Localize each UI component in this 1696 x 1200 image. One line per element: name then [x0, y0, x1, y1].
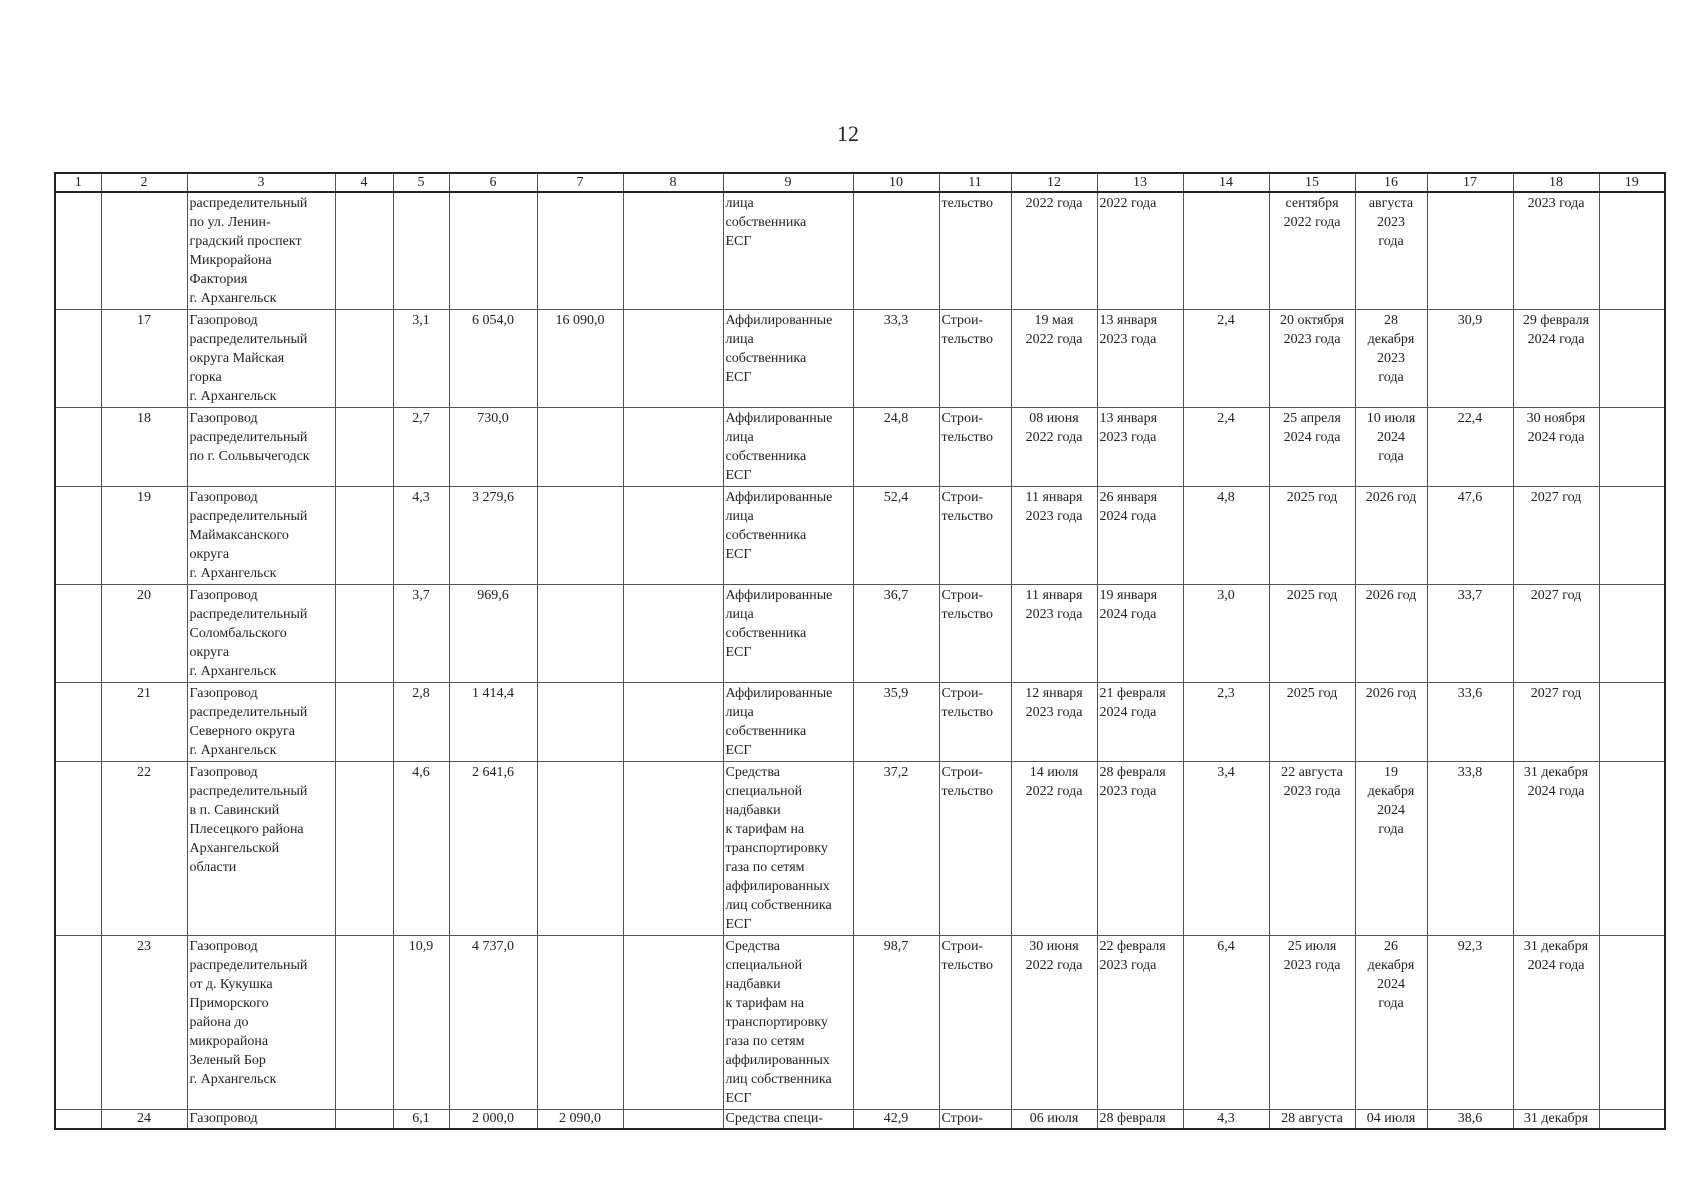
date-cell: 19 мая 2022 года: [1011, 310, 1097, 408]
value-cell: 6 054,0: [449, 310, 537, 408]
date-cell: 14 июля 2022 года: [1011, 762, 1097, 936]
work-type-cell: Строи- тельство: [939, 310, 1011, 408]
column-header: 1: [55, 173, 101, 192]
table-cell: [55, 936, 101, 1110]
column-header: 2: [101, 173, 187, 192]
table-row: [55, 683, 1665, 762]
object-name-cell: Газопровод распределительный Маймаксанского округа г. Архангельск: [187, 487, 335, 585]
column-header: 7: [537, 173, 623, 192]
value-cell: 33,8: [1427, 762, 1513, 936]
date-cell: 26 декабря 2024 года: [1355, 936, 1427, 1110]
value-cell: 16 090,0: [537, 310, 623, 408]
length-cell: 4,3: [393, 487, 449, 585]
value-cell: 22,4: [1427, 408, 1513, 487]
table-cell: [623, 683, 723, 762]
column-header: 11: [939, 173, 1011, 192]
row-number-cell: 23: [101, 936, 187, 1110]
column-header: 14: [1183, 173, 1269, 192]
column-header: 9: [723, 173, 853, 192]
column-header: 6: [449, 173, 537, 192]
date-cell: 25 июля 2023 года: [1269, 936, 1355, 1110]
table-row: [55, 408, 1665, 487]
table-row: [55, 585, 1665, 683]
table-row: [55, 192, 1665, 310]
row-number-cell: 20: [101, 585, 187, 683]
object-name-cell: Газопровод: [187, 1110, 335, 1130]
table-row: [55, 310, 1665, 408]
column-header: 5: [393, 173, 449, 192]
column-number-header: [55, 173, 1665, 192]
date-cell: сентября 2022 года: [1269, 192, 1355, 310]
table-cell: [55, 585, 101, 683]
date-cell: 30 июня 2022 года: [1011, 936, 1097, 1110]
object-name-cell: Газопровод распределительный округа Майская горка г. Архангельск: [187, 310, 335, 408]
value-cell: [853, 192, 939, 310]
value-cell: 33,3: [853, 310, 939, 408]
table-cell: [623, 936, 723, 1110]
table-cell: [55, 192, 101, 310]
date-cell: 11 января 2023 года: [1011, 585, 1097, 683]
row-number-cell: 24: [101, 1110, 187, 1130]
work-type-cell: Строи- тельство: [939, 683, 1011, 762]
table-cell: [1599, 310, 1665, 408]
row-number-cell: 21: [101, 683, 187, 762]
table-cell: [1599, 585, 1665, 683]
table-cell: [1599, 762, 1665, 936]
column-header: 8: [623, 173, 723, 192]
value-cell: 52,4: [853, 487, 939, 585]
value-cell: 30,9: [1427, 310, 1513, 408]
table-cell: [55, 683, 101, 762]
table-cell: [623, 762, 723, 936]
funding-source-cell: Аффилированные лица собственника ЕСГ: [723, 487, 853, 585]
table-cell: [623, 585, 723, 683]
value-cell: 969,6: [449, 585, 537, 683]
date-cell: 2022 года: [1097, 192, 1183, 310]
table-cell: [55, 1110, 101, 1130]
table-cell: [1599, 936, 1665, 1110]
object-name-cell: Газопровод распределительный по г. Сольвычегодск: [187, 408, 335, 487]
object-name-cell: Газопровод распределительный Северного округа г. Архангельск: [187, 683, 335, 762]
date-cell: 22 августа 2023 года: [1269, 762, 1355, 936]
column-header: 17: [1427, 173, 1513, 192]
value-cell: 2 641,6: [449, 762, 537, 936]
column-header: 18: [1513, 173, 1599, 192]
value-cell: 98,7: [853, 936, 939, 1110]
date-cell: 25 апреля 2024 года: [1269, 408, 1355, 487]
value-cell: [1183, 192, 1269, 310]
date-cell: августа 2023 года: [1355, 192, 1427, 310]
table-row: [55, 1110, 1665, 1130]
page-number: 12: [837, 121, 859, 146]
table-cell: [335, 192, 393, 310]
date-cell: 28 февраля: [1097, 1110, 1183, 1130]
date-cell: 21 февраля 2024 года: [1097, 683, 1183, 762]
value-cell: [537, 762, 623, 936]
value-cell: 24,8: [853, 408, 939, 487]
value-cell: 33,6: [1427, 683, 1513, 762]
value-cell: [537, 408, 623, 487]
length-cell: 2,8: [393, 683, 449, 762]
table-cell: [335, 310, 393, 408]
date-cell: 19 декабря 2024 года: [1355, 762, 1427, 936]
table-cell: [335, 683, 393, 762]
date-cell: 2022 года: [1011, 192, 1097, 310]
work-type-cell: Строи-: [939, 1110, 1011, 1130]
date-cell: 28 февраля 2023 года: [1097, 762, 1183, 936]
length-cell: 3,7: [393, 585, 449, 683]
table-cell: [55, 487, 101, 585]
length-cell: [393, 192, 449, 310]
value-cell: 1 414,4: [449, 683, 537, 762]
value-cell: 4,8: [1183, 487, 1269, 585]
funding-source-cell: Аффилированные лица собственника ЕСГ: [723, 408, 853, 487]
value-cell: 92,3: [1427, 936, 1513, 1110]
table-cell: [55, 310, 101, 408]
funding-source-cell: Средства специальной надбавки к тарифам на транспортировку газа по сетям аффилированных лиц собственника ЕСГ: [723, 936, 853, 1110]
column-header: 12: [1011, 173, 1097, 192]
funding-source-cell: Средства специальной надбавки к тарифам на транспортировку газа по сетям аффилированных лиц собственника ЕСГ: [723, 762, 853, 936]
value-cell: 37,2: [853, 762, 939, 936]
work-type-cell: Строи- тельство: [939, 408, 1011, 487]
date-cell: 2026 год: [1355, 585, 1427, 683]
funding-source-cell: Средства специ-: [723, 1110, 853, 1130]
work-type-cell: Строи- тельство: [939, 762, 1011, 936]
date-cell: 28 декабря 2023 года: [1355, 310, 1427, 408]
value-cell: [449, 192, 537, 310]
table-cell: [55, 408, 101, 487]
date-cell: 04 июля: [1355, 1110, 1427, 1130]
work-type-cell: Строи- тельство: [939, 936, 1011, 1110]
table-row: [55, 936, 1665, 1110]
table-cell: [1599, 487, 1665, 585]
row-number-cell: 18: [101, 408, 187, 487]
column-header: 16: [1355, 173, 1427, 192]
value-cell: 4,3: [1183, 1110, 1269, 1130]
date-cell: 08 июня 2022 года: [1011, 408, 1097, 487]
length-cell: 3,1: [393, 310, 449, 408]
value-cell: 2,3: [1183, 683, 1269, 762]
table-cell: [623, 408, 723, 487]
length-cell: 4,6: [393, 762, 449, 936]
column-header: 4: [335, 173, 393, 192]
column-header: 15: [1269, 173, 1355, 192]
value-cell: [537, 683, 623, 762]
date-cell: 2027 год: [1513, 683, 1599, 762]
object-name-cell: распределительный по ул. Ленин- градский проспект Микрорайона Фактория г. Архангельск: [187, 192, 335, 310]
table-cell: [335, 487, 393, 585]
table-cell: [623, 310, 723, 408]
table-cell: [335, 762, 393, 936]
table-cell: [1599, 192, 1665, 310]
funding-source-cell: Аффилированные лица собственника ЕСГ: [723, 683, 853, 762]
work-type-cell: тельство: [939, 192, 1011, 310]
column-header: 3: [187, 173, 335, 192]
date-cell: 2023 года: [1513, 192, 1599, 310]
date-cell: 06 июля: [1011, 1110, 1097, 1130]
date-cell: 2025 год: [1269, 585, 1355, 683]
row-number-cell: 19: [101, 487, 187, 585]
column-header: 13: [1097, 173, 1183, 192]
length-cell: 10,9: [393, 936, 449, 1110]
date-cell: 2027 год: [1513, 585, 1599, 683]
value-cell: [537, 936, 623, 1110]
date-cell: 19 января 2024 года: [1097, 585, 1183, 683]
date-cell: 31 декабря 2024 года: [1513, 762, 1599, 936]
object-name-cell: Газопровод распределительный от д. Кукушка Приморского района до микрорайона Зеленый Бор г. Архангельск: [187, 936, 335, 1110]
value-cell: 3,0: [1183, 585, 1269, 683]
value-cell: 2,4: [1183, 310, 1269, 408]
date-cell: 10 июля 2024 года: [1355, 408, 1427, 487]
table-cell: [1599, 1110, 1665, 1130]
date-cell: 28 августа: [1269, 1110, 1355, 1130]
date-cell: 2026 год: [1355, 487, 1427, 585]
funding-source-cell: Аффилированные лица собственника ЕСГ: [723, 585, 853, 683]
funding-source-cell: лица собственника ЕСГ: [723, 192, 853, 310]
date-cell: 29 февраля 2024 года: [1513, 310, 1599, 408]
length-cell: 6,1: [393, 1110, 449, 1130]
value-cell: 33,7: [1427, 585, 1513, 683]
value-cell: 47,6: [1427, 487, 1513, 585]
object-name-cell: Газопровод распределительный в п. Савинский Плесецкого района Архангельской области: [187, 762, 335, 936]
value-cell: [537, 487, 623, 585]
header-row: [55, 173, 1665, 192]
value-cell: 35,9: [853, 683, 939, 762]
value-cell: 36,7: [853, 585, 939, 683]
table-cell: [335, 585, 393, 683]
object-name-cell: Газопровод распределительный Соломбальского округа г. Архангельск: [187, 585, 335, 683]
value-cell: 2 000,0: [449, 1110, 537, 1130]
date-cell: 31 декабря 2024 года: [1513, 936, 1599, 1110]
date-cell: 2025 год: [1269, 683, 1355, 762]
length-cell: 2,7: [393, 408, 449, 487]
value-cell: 3,4: [1183, 762, 1269, 936]
date-cell: 31 декабря: [1513, 1110, 1599, 1130]
date-cell: 2025 год: [1269, 487, 1355, 585]
row-number-cell: 22: [101, 762, 187, 936]
date-cell: 26 января 2024 года: [1097, 487, 1183, 585]
value-cell: [537, 192, 623, 310]
table-cell: [55, 762, 101, 936]
date-cell: 2026 год: [1355, 683, 1427, 762]
value-cell: 4 737,0: [449, 936, 537, 1110]
value-cell: 730,0: [449, 408, 537, 487]
date-cell: 12 января 2023 года: [1011, 683, 1097, 762]
table-cell: [623, 192, 723, 310]
date-cell: 11 января 2023 года: [1011, 487, 1097, 585]
column-header: 10: [853, 173, 939, 192]
funding-source-cell: Аффилированные лица собственника ЕСГ: [723, 310, 853, 408]
value-cell: [1427, 192, 1513, 310]
table-cell: [335, 1110, 393, 1130]
value-cell: 42,9: [853, 1110, 939, 1130]
row-number-cell: [101, 192, 187, 310]
date-cell: 30 ноября 2024 года: [1513, 408, 1599, 487]
table-cell: [335, 936, 393, 1110]
value-cell: [537, 585, 623, 683]
work-type-cell: Строи- тельство: [939, 487, 1011, 585]
value-cell: 38,6: [1427, 1110, 1513, 1130]
date-cell: 20 октября 2023 года: [1269, 310, 1355, 408]
date-cell: 13 января 2023 года: [1097, 408, 1183, 487]
table-cell: [1599, 408, 1665, 487]
schedule-table: [54, 172, 1666, 1130]
value-cell: 3 279,6: [449, 487, 537, 585]
date-cell: 22 февраля 2023 года: [1097, 936, 1183, 1110]
table-cell: [1599, 683, 1665, 762]
date-cell: 13 января 2023 года: [1097, 310, 1183, 408]
value-cell: 2,4: [1183, 408, 1269, 487]
date-cell: 2027 год: [1513, 487, 1599, 585]
table-body: [55, 192, 1665, 1129]
table-cell: [623, 487, 723, 585]
value-cell: 6,4: [1183, 936, 1269, 1110]
table-cell: [335, 408, 393, 487]
column-header: 19: [1599, 173, 1665, 192]
table-row: [55, 762, 1665, 936]
table-cell: [623, 1110, 723, 1130]
row-number-cell: 17: [101, 310, 187, 408]
work-type-cell: Строи- тельство: [939, 585, 1011, 683]
value-cell: 2 090,0: [537, 1110, 623, 1130]
table-row: [55, 487, 1665, 585]
